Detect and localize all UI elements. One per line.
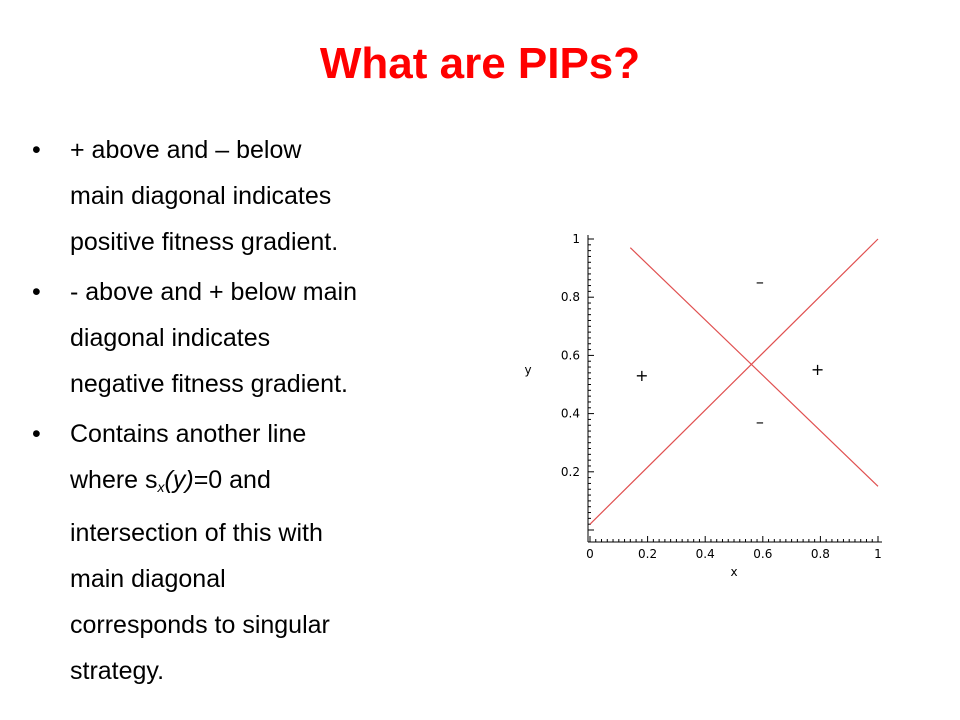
bullet-marker: •	[32, 278, 41, 306]
bullet-line: negative fitness gradient.	[70, 370, 348, 398]
bullet-item-positive-gradient	[30, 127, 400, 265]
slide-title: What are PIPs?	[319, 39, 641, 88]
y-tick-label: 0.2	[560, 464, 580, 479]
x-tick-label: 0.2	[638, 547, 658, 561]
formula-argument: (y)	[164, 466, 194, 494]
bullet-line: diagonal indicates	[70, 324, 271, 352]
y-tick-label: 1	[572, 232, 580, 246]
x-tick-label: 0	[586, 547, 594, 561]
main-diagonal-line	[590, 239, 878, 524]
x-tick-label: 1	[874, 547, 882, 561]
pip-plot	[518, 224, 908, 590]
y-axis-label: y	[524, 362, 532, 377]
bullet-line: main diagonal indicates	[70, 182, 332, 210]
region-label-plus: +	[635, 365, 649, 385]
bullet-item-singular-strategy	[30, 411, 420, 694]
bullet-line: positive fitness gradient.	[70, 228, 339, 256]
formula-suffix: =0 and	[193, 466, 271, 494]
invasion-boundary-line	[630, 248, 878, 487]
bullet-line: - above and + below main	[70, 278, 357, 306]
region-label-minus: –	[755, 412, 764, 432]
bullet-marker: •	[32, 420, 41, 448]
x-tick-label: 0.4	[695, 547, 715, 561]
formula-prefix: where s	[70, 466, 158, 494]
y-tick-label: 0.4	[560, 406, 580, 421]
bullet-line-formula	[70, 457, 420, 510]
bullet-line: intersection of this with	[70, 519, 323, 547]
formula-subscript: x	[157, 479, 165, 495]
bullet-line: strategy.	[70, 657, 165, 685]
bullet-line: corresponds to singular	[70, 611, 330, 639]
bullet-item-negative-gradient	[30, 269, 440, 407]
bullet-line: + above and – below	[70, 136, 302, 164]
pip-plot-svg	[518, 224, 908, 590]
region-label-minus: –	[755, 272, 764, 292]
bullet-line: main diagonal	[70, 565, 226, 593]
y-tick-label: 0.8	[560, 290, 580, 305]
x-tick-label: 0.8	[810, 547, 830, 561]
bullet-line: Contains another line	[70, 420, 307, 448]
bullet-marker: •	[32, 136, 41, 164]
x-axis-label: x	[730, 565, 738, 579]
bullet-list	[30, 127, 450, 694]
region-label-plus: +	[810, 359, 825, 379]
y-tick-label: 0.6	[560, 348, 580, 363]
x-tick-label: 0.6	[753, 547, 773, 561]
